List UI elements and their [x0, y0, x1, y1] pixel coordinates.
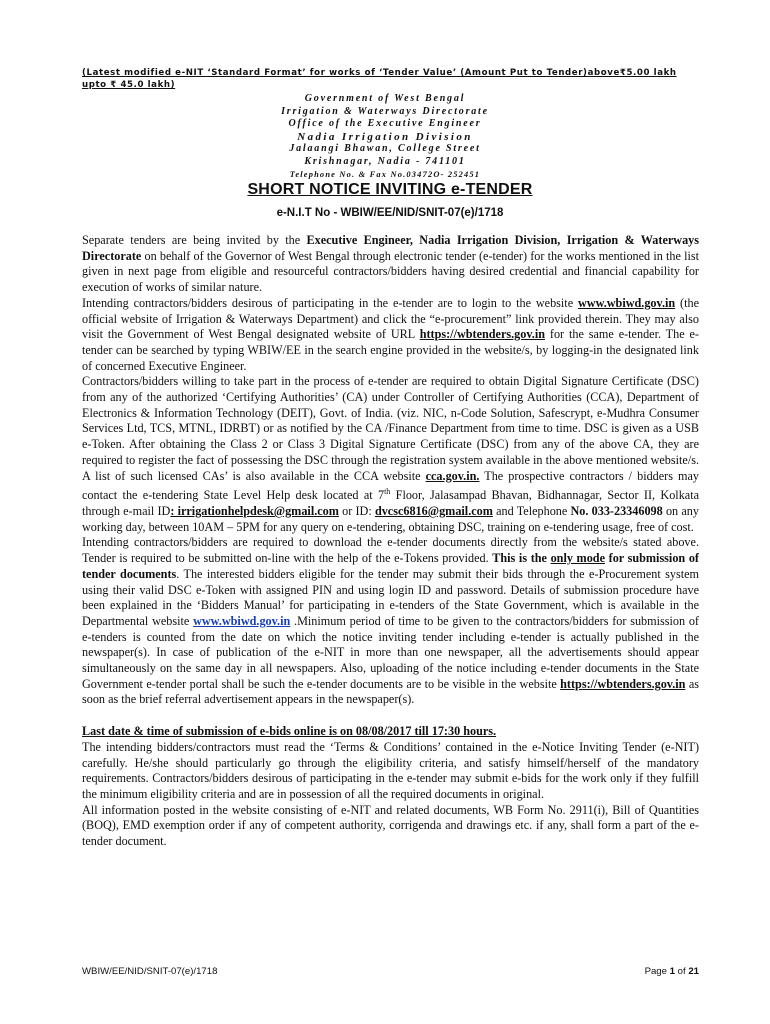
header-address-1: Jalaangi Bhawan, College Street	[289, 143, 481, 155]
nit-number: e-N.I.T No - WBIW/EE/NID/SNIT-07(e)/1718	[276, 207, 504, 219]
division-name: Executive Engineer, Nadia Irrigation Division, Irrigation & Waterways Directorate	[82, 233, 700, 263]
paragraph-dsc: Contractors/bidders willing to take part in the process of e-tender are required to obtain Digital Signature Certificate (DSC) from any of the authorized ‘Certifying Authorities’ (CA) under Controller of Certifying Authorities (CCA), Department of Electronics & Information Technology (DEIT), Govt. of India. (viz. NIC, n-Code Solution, Safescrypt, e-Mudhra Consumer Services Ltd, TCS, MTNL, IDRBT) or as notified by the CA /Finance Department from time to time. DSC is given as a USB e-Token. After obtaining the Class 2 or Class 3 Digital Signature Certificate (DSC) from any of the above CA, they are required to register the fact of possessing the DSC through the registration system available in the above mentioned website/s. A list of such licensed CAs’ is also available in the CCA website cca.gov.in. The prospective contractors / bidders may contact the e-tendering State Level Help desk located at 7th Floor, Jalasampad Bhavan, Bidhannagar, Sector II, Kolkata through e-mail ID: irrigationhelpdesk@gmail.com or ID: dvcsc6816@gmail.com and Telephone No. 033-23346098 on any working day, between 10AM – 5PM for any query on e-tendering, obtaining DSC, training on e-tendering usage, free of cost.	[82, 374, 700, 534]
wbtenders-link[interactable]: https://wbtenders.gov.in	[419, 327, 545, 342]
tender-value-note: (Latest modified e-NIT ‘Standard Format’ for works of ‘Tender Value’ (Amount Put to Tender)above₹5.00 lakh upto ₹ 45.0 lakh)	[82, 68, 677, 90]
header-division: Nadia Irrigation Division	[297, 130, 473, 143]
notice-body	[82, 233, 699, 850]
paragraph-terms: The intending bidders/contractors must read the ‘Terms & Conditions’ contained in the e-Notice Inviting Tender (e-NIT) carefully. He/she should particularly go through the eligibility criteria, and satisfy himself/herself of the mandatory requirements. Contractors/bidders desirous of participating in the e-tender may submit e-bids for the work only if they fulfill the minimum eligibility criteria and are in possession of all the required documents in original.	[82, 739, 699, 801]
header-government: Government of West Bengal	[304, 93, 466, 104]
office-header	[0, 93, 770, 181]
page-footer	[82, 966, 699, 980]
paragraph-documents: All information posted in the website consisting of e-NIT and related documents, WB Form No. 2911(i), Bill of Quantities (BOQ), EMD exemption order if any of competent authority, corrigenda and drawings etc. if any, shall form a part of the e-tender document.	[82, 802, 699, 849]
paragraph-submission: Intending contractors/bidders are required to download the e-tender documents directly from the website/s stated above. Tender is required to be submitted on-line with the help of the e-Tokens provided. This is the only mode for submission of tender documents. The interested bidders eligible for the tender may submit their bids through the e-Procurement system using their valid DSC e-Token with assigned PIN and using login ID and password. Details of submission procedure have been explained in the ‘Bidders Manual’ for participating in e-tenders of the State Government, which is available in the Departmental website www.wbiwd.gov.in .Minimum period of time to be given to the contractors/bidders for submission of e-tenders is counted from the date on which the notice inviting tender including e-tender is actually published in the newspaper(s). In case of publication of the e-NIT in more than one newspaper, all the advertisements should appear simultaneously on the same day in all newspapers. Also, uploading of the notice including e-tender documents in the State Government e-tender portal shall be such the e-tender documents are to be visible in the website https://wbtenders.gov.in as soon as the brief referral advertisement appears in the newspaper(s).	[82, 535, 699, 707]
wbiwd-link-2[interactable]: www.wbiwd.gov.in	[193, 613, 291, 628]
paragraph-invitation: Separate tenders are being invited by the Executive Engineer, Nadia Irrigation Division, Irrigation & Waterways Directorate on behalf of the Governor of West Bengal through electronic tender (e-tender) for the works mentioned in the list given in next page from eligible and resourceful contractors/bidders having desired credential and financial capability for execution of works of similar nature.	[82, 233, 700, 295]
paragraph-website: Intending contractors/bidders desirous of participating in the e-tender are to login to the website www.wbiwd.gov.in (the official website of Irrigation & Waterways Department) and click the “e-procurement” link provided therein. They may also visit the Government of West Bengal designated website of URL https://wbtenders.gov.in for the same e-tender. The e-tender can be searched by typing WBIW/EE in the search engine provided in the website/s, by logging-in the designated link of concerned Executive Engineer.	[82, 295, 699, 373]
header-directorate: Irrigation & Waterways Directorate	[281, 105, 489, 117]
wbiwd-link[interactable]: www.wbiwd.gov.in	[577, 295, 676, 310]
page-number: Page 1 of 21	[644, 966, 699, 977]
header-office: Office of the Executive Engineer	[288, 118, 482, 130]
helpdesk-phone: No. 033-23346098	[570, 504, 663, 519]
dvcsc-email-link[interactable]: dvcsc6816@gmail.com	[374, 504, 493, 519]
helpdesk-email-link[interactable]: : irrigationhelpdesk@gmail.com	[170, 504, 339, 519]
header-telephone: Telephone No. & Fax No.03472O- 252451	[289, 169, 481, 179]
last-date-heading: Last date & time of submission of e-bids online is on 08/08/2017 till 17:30 hours.	[82, 724, 497, 739]
header-address-2: Krishnagar, Nadia - 741101	[304, 155, 466, 167]
cca-link[interactable]: cca.gov.in.	[425, 468, 480, 483]
wbtenders-link-2[interactable]: https://wbtenders.gov.in	[560, 676, 686, 691]
page-title: SHORT NOTICE INVITING e-TENDER	[247, 181, 533, 198]
footer-reference: WBIW/EE/NID/SNIT-07(e)/1718	[82, 966, 218, 977]
